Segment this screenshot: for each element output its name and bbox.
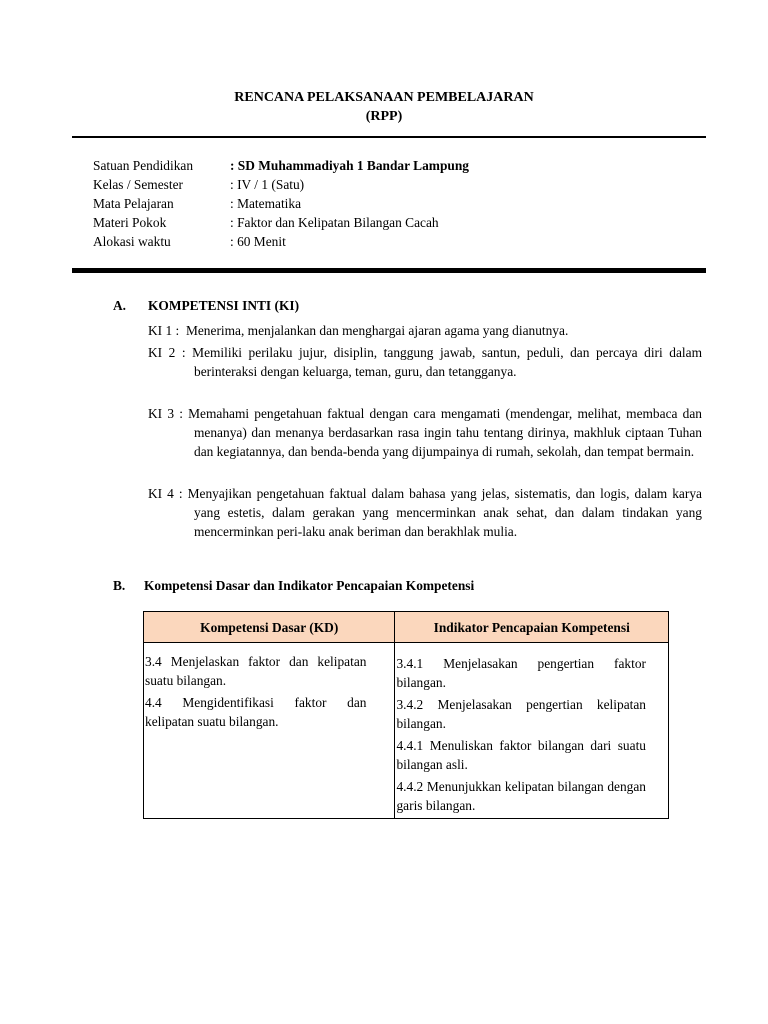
kd-item: 4.4 Mengidentifikasi faktor dan kelipatan suatu bilangan.	[145, 695, 367, 729]
info-label: Mata Pelajaran	[93, 196, 174, 211]
ki-item-3	[148, 404, 702, 461]
kd-cell	[144, 643, 395, 819]
header-indikator: Indikator Pencapaian Kompetensi	[395, 612, 669, 643]
ki-item-4	[148, 484, 702, 541]
ki-code: KI 4 :	[148, 486, 183, 501]
info-label: Materi Pokok	[93, 215, 167, 230]
info-label: Kelas / Semester	[93, 177, 183, 192]
info-label: Alokasi waktu	[93, 234, 171, 249]
indicator-item: 4.4.1 Menuliskan faktor bilangan dari suatu bilangan asli.	[396, 738, 646, 772]
document-subtitle: (RPP)	[365, 109, 403, 124]
info-row-alokasi-waktu	[93, 232, 469, 251]
info-row-mata-pelajaran	[93, 194, 469, 213]
document-title: RENCANA PELAKSANAAN PEMBELAJARAN	[234, 90, 534, 105]
info-value: : Faktor dan Kelipatan Bilangan Cacah	[230, 215, 439, 230]
info-row-satuan-pendidikan	[93, 156, 469, 175]
info-value: : SD Muhammadiyah 1 Bandar Lampung	[230, 158, 469, 173]
info-value: : 60 Menit	[230, 234, 286, 249]
info-row-kelas-semester	[93, 175, 469, 194]
bottom-divider	[72, 268, 706, 273]
identity-block	[93, 156, 469, 251]
ki-code: KI 3 :	[148, 406, 183, 421]
indicator-cell	[395, 643, 669, 819]
kd-item: 3.4 Menjelaskan faktor dan kelipatan suatu bilangan.	[145, 654, 367, 688]
ki-text: Memahami pengetahuan faktual dengan cara mengamati (mendengar, melihat, membaca dan menanya) dan menanya berdasarkan rasa ingin tahu tentang dirinya, makhluk ciptaan Tuhan dan kegiatannya, dan benda-benda yang dijumpainya di rumah, sekolah, dan tempat bermain.	[188, 406, 702, 459]
ki-code: KI 2 :	[148, 345, 186, 360]
table-row	[144, 643, 669, 819]
header-kompetensi-dasar: Kompetensi Dasar (KD)	[144, 612, 395, 643]
section-b-letter: B.	[113, 578, 126, 593]
ki-item-1	[148, 321, 656, 340]
section-a-letter: A.	[113, 298, 127, 313]
ki-text: Menyajikan pengetahuan faktual dalam bahasa yang jelas, sistematis, dan logis, dalam karya yang estetis, dalam gerakan yang mencerminkan anak sehat, dan dalam tindakan yang mencerminkan peri-laku anak beriman dan berakhlak mulia.	[187, 486, 702, 539]
ki-item-2	[148, 343, 702, 381]
info-label: Satuan Pendidikan	[93, 158, 194, 173]
info-value: : IV / 1 (Satu)	[230, 177, 305, 192]
section-b-title: Kompetensi Dasar dan Indikator Pencapaian Kompetensi	[144, 578, 475, 593]
top-divider	[72, 136, 706, 138]
ki-text: Memiliki perilaku jujur, disiplin, tanggung jawab, santun, peduli, dan percaya diri dalam berinteraksi dengan keluarga, teman, guru, dan tetangganya.	[192, 345, 702, 379]
info-row-materi-pokok	[93, 213, 469, 232]
indicator-item: 4.4.2 Menunjukkan kelipatan bilangan dengan garis bilangan.	[396, 779, 646, 813]
indicator-item: 3.4.2 Menjelasakan pengertian kelipatan bilangan.	[396, 697, 646, 731]
ki-text: Menerima, menjalankan dan menghargai ajaran agama yang dianutnya.	[185, 323, 569, 338]
ki-code: KI 1 :	[148, 323, 180, 338]
indicator-item: 3.4.1 Menjelasakan pengertian faktor bilangan.	[396, 656, 646, 690]
section-a-title: KOMPETENSI INTI (KI)	[148, 298, 300, 313]
table-header-row	[144, 612, 669, 643]
kd-indicator-table	[143, 611, 669, 819]
info-value: : Matematika	[230, 196, 302, 211]
